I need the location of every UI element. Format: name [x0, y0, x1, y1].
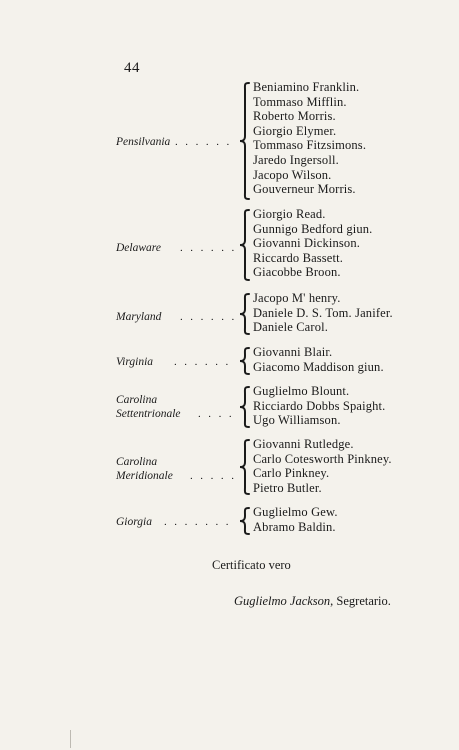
delegate-name: Guglielmo Blount.	[253, 384, 350, 398]
brace-glyph	[239, 386, 251, 428]
certification-line: Certificato vero	[212, 558, 291, 572]
delegate-name: Jacopo Wilson.	[253, 167, 332, 182]
dot-leader: . . . .	[198, 408, 235, 420]
delegate-list	[253, 437, 392, 495]
signature-line	[234, 594, 391, 609]
curly-brace	[239, 439, 251, 495]
delegate-name: Pietro Butler.	[253, 480, 322, 495]
delegate-name: Giacomo Maddison giun.	[253, 359, 384, 374]
delegate-name: Abramo Baldin.	[253, 519, 336, 534]
curly-brace	[239, 209, 251, 281]
brace-glyph	[239, 439, 251, 495]
delegate-name: Giorgio Read.	[253, 207, 326, 221]
curly-brace	[239, 507, 251, 535]
curly-brace	[239, 293, 251, 335]
delegate-name: Carlo Cotesworth Pinkney.	[253, 451, 392, 466]
delegate-list	[253, 207, 372, 280]
brace-glyph	[239, 293, 251, 335]
curly-brace	[239, 347, 251, 375]
state-name-line: Giorgia	[116, 516, 152, 528]
delegate-name: Ugo Williamson.	[253, 413, 341, 428]
dot-leader: . . . . . .	[180, 242, 237, 254]
brace-glyph	[239, 347, 251, 375]
signer-title: , Segretario.	[330, 594, 391, 608]
state-label	[116, 310, 161, 324]
dot-leader: . . . . . . .	[164, 516, 231, 528]
state-name-line: Carolina	[116, 456, 158, 468]
delegate-name: Tommaso Mifflin.	[253, 94, 347, 109]
curly-brace	[239, 82, 251, 200]
dot-leader: . . . . . .	[180, 311, 237, 323]
delegate-name: Giovanni Blair.	[253, 345, 333, 359]
delegate-list	[253, 345, 384, 374]
delegate-name: Ricciardo Dobbs Spaight.	[253, 398, 386, 413]
state-name-line: Delaware	[116, 242, 161, 254]
scan-edge-mark	[70, 730, 71, 748]
delegate-list	[253, 80, 366, 197]
dot-leader: . . . . .	[190, 470, 237, 482]
state-name-line: Virginia	[116, 356, 154, 368]
state-label	[116, 393, 181, 421]
delegate-name: Guglielmo Gew.	[253, 505, 338, 519]
delegate-name: Giorgio Elymer.	[253, 123, 337, 138]
state-name-line: Maryland	[116, 311, 162, 323]
state-label	[116, 135, 170, 149]
delegate-list	[253, 384, 385, 428]
state-label	[116, 355, 153, 369]
curly-brace	[239, 386, 251, 428]
dot-leader: . . . . . .	[174, 356, 231, 368]
delegate-name: Giacobbe Broon.	[253, 265, 341, 280]
delegate-name: Jaredo Ingersoll.	[253, 152, 339, 167]
delegate-name: Beniamino Franklin.	[253, 80, 360, 94]
signer-name: Guglielmo Jackson	[234, 594, 331, 608]
dot-leader: . . . . . .	[175, 136, 232, 148]
delegate-name: Giovanni Dickinson.	[253, 236, 361, 251]
state-name-line: Settentrionale	[116, 408, 181, 420]
state-label	[116, 455, 173, 483]
delegate-list	[253, 291, 393, 335]
brace-glyph	[239, 82, 251, 200]
delegate-name: Carlo Pinkney.	[253, 466, 330, 481]
state-name-line: Meridionale	[116, 470, 173, 482]
state-label	[116, 515, 152, 529]
delegate-name: Daniele Carol.	[253, 320, 328, 335]
delegate-name: Riccardo Bassett.	[253, 250, 344, 265]
delegate-name: Gunnigo Bedford giun.	[253, 221, 373, 236]
delegate-name: Daniele D. S. Tom. Janifer.	[253, 305, 393, 320]
delegate-list	[253, 505, 338, 534]
brace-glyph	[239, 209, 251, 281]
delegate-name: Gouverneur Morris.	[253, 182, 356, 197]
page-number: 44	[124, 60, 140, 76]
delegate-name: Jacopo M' henry.	[253, 291, 341, 305]
state-label	[116, 241, 161, 255]
delegate-name: Roberto Morris.	[253, 109, 336, 124]
state-name-line: Pensilvania	[116, 136, 171, 148]
brace-glyph	[239, 507, 251, 535]
delegate-name: Giovanni Rutledge.	[253, 437, 354, 451]
state-name-line: Carolina	[116, 394, 158, 406]
delegate-name: Tommaso Fitzsimons.	[253, 138, 367, 153]
